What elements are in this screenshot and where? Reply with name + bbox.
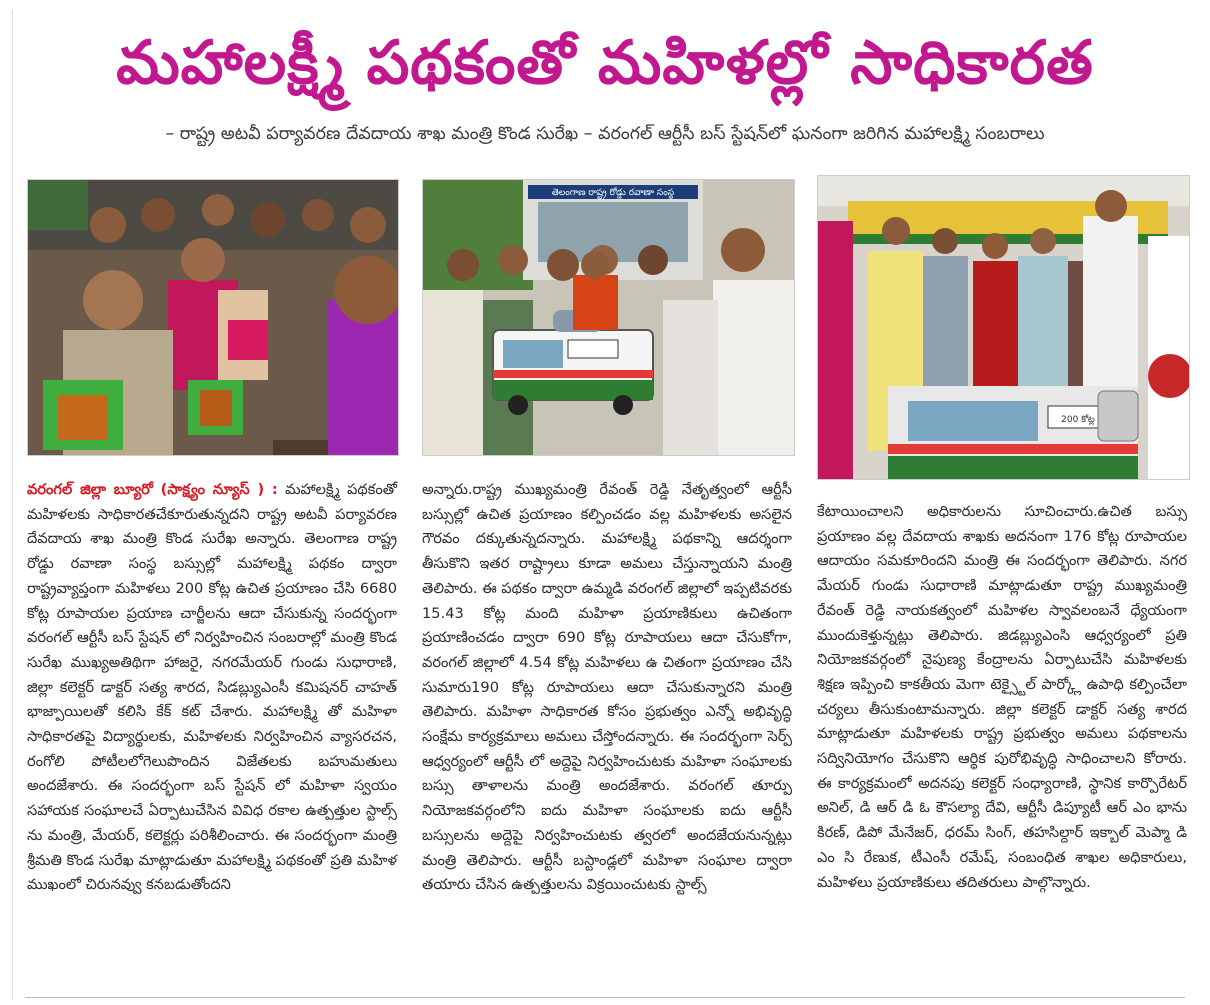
photo-bus-key-handover [422, 179, 795, 456]
article-column-2 [422, 478, 792, 898]
page-border [12, 10, 13, 1000]
article-column-3 [817, 500, 1187, 895]
article-byline: వరంగల్ జిల్లా బ్యూరో (సాక్ష్యం న్యూస్ ) : [27, 481, 278, 498]
article-column-1 [27, 478, 397, 898]
page-headline: మహాలక్ష్మీ పథకంతో మహిళల్లో సాధికారత [116, 28, 1094, 98]
bottom-divider [25, 997, 1185, 998]
bus-signboard-text: తెలంగాణ రాష్ట్ర రోడ్డు రవాణా సంస్థ [551, 188, 675, 198]
bus-cake-plate-text: 200 కోట్ల [1061, 415, 1095, 425]
article-column-3-text: కేటాయించాలని అధికారులను సూచించారు.ఉచిత బస్సు ప్రయాణం వల్ల దేవదాయ శాఖకు అదనంగా 176 కోట్ల రూపాయల ఆదాయం సమకూరిందని మంత్రి ఈ సందర్భంగా తెలిపారు. నగర మేయర్ గుండు సుధారాణి మాట్లాడుతూ రాష్ట్ర ముఖ్యమంత్రి రేవంత్ రెడ్డి నాయకత్వంలో మహిళల స్వావలంబనే ధ్యేయంగా ముందుకెళ్తున్నట్లు తెలిపారు. జిడబ్ల్యుఎంసి ఆధ్వర్యంలో ప్రతి నియోజకవర్గంలో నైపుణ్య కేంద్రాలను ఏర్పాటుచేసి మహిళలకు శిక్షణ ఇప్పించి కాకతీయ మెగా టెక్స్టైల్ పార్క్లో ఉపాధి కల్పించేలా చర్యలు తీసుకుంటామన్నారు. జిల్లా కలెక్టర్ డాక్టర్ సత్య శారద మాట్లాడుతూ మహిళలకు రాష్ట్ర ప్రభుత్వం అమలు పథకాలను సద్వినియోగం చేసుకొని ఆర్థిక పురోభివృద్ధి సాధించాలని కోరారు. ఈ కార్యక్రమంలో అదనపు కలెక్టర్ సంధ్యారాణి, స్థానిక కార్పొరేటర్ అనిల్, డి ఆర్ డి ఓ కౌసల్యా దేవి, ఆర్టీసీ డిప్యూటీ ఆర్ ఎం భాను కిరణ్, డిపో మేనేజర్, ధరమ్ సింగ్, తహసిల్దార్ ఇక్బాల్ మెప్మా డి ఎం సి రేణుక, టీఎంసీ రమేష్, సంబంధిత శాఖల అధికారులు, మహిళలు ప్రయాణికులు తదితరులు పాల్గొన్నారు. [817, 503, 1187, 891]
photo-gift-distribution [27, 179, 399, 456]
photo-cake-cutting [817, 175, 1190, 480]
article-column-1-text: మహాలక్ష్మి పథకంతో మహిళలకు సాధికారతచేకూరుతున్నదని రాష్ట్ర అటవీ పర్యావరణ దేవదాయ శాఖ మంత్రి కొండ సురేఖ అన్నారు. తెలంగాణ రాష్ట్ర రోడ్డు రవాణా సంస్థ బస్సుల్లో మహాలక్ష్మి పథకం ద్వారా రాష్ట్రవ్యాప్తంగా మహిళలు 200 కోట్ల ఉచిత ప్రయాణం చేసి 6680 కోట్ల రూపాయల ప్రయాణ చార్జీలను ఆదా చేసుకున్న సందర్భంగా వరంగల్ ఆర్టీసీ బస్ స్టేషన్ లో నిర్వహించిన సంబరాల్లో మంత్రి కొండ సురేఖ ముఖ్యఅతిథిగా హాజరై, నగరమేయర్ గుండు సుధారాణి, జిల్లా కలెక్టర్ డాక్టర్ సత్య శారద, సిడబ్ల్యుఎంసీ కమిషనర్ చాహత్ భాజ్పాయిలతో కలిసి కేక్ కట్ చేశారు. మహాలక్ష్మి తో మహిళా సాధికారతపై విద్యార్థులకు, మహిళలకు నిర్వహించిన వ్యాసరచన, రంగోలి పోటీలలోగెలుపొందిన విజేతలకు బహుమతులు అందజేశారు. ఈ సందర్భంగా బస్ స్టేషన్ లో మహిళా స్వయం సహాయక సంఘాలచే ఏర్పాటుచేసిన వివిధ రకాల ఉత్పత్తుల స్టాల్స్ ను మంత్రి, మేయర్, కలెక్టర్లు పరిశీలించారు. ఈ సందర్భంగా మంత్రి శ్రీమతి కొండ సురేఖ మాట్లాడుతూ మహాలక్ష్మి పథకంతో ప్రతి మహిళ ముఖంలో చిరునవ్వు కనబడుతోందని [27, 481, 397, 894]
article-column-2-text: అన్నారు.రాష్ట్ర ముఖ్యమంత్రి రేవంత్ రెడ్డి నేతృత్వంలో ఆర్టీసీ బస్సుల్లో ఉచిత ప్రయాణం కల్పించడం వల్ల మహిళలకు అసలైన గౌరవం దక్కుతున్నదన్నారు. మహాలక్ష్మి పథకాన్ని ఆదర్శంగా తీసుకొని ఇతర రాష్ట్రాలు కూడా అమలు చేస్తున్నాయని మంత్రి తెలిపారు. ఈ పథకం ద్వారా ఉమ్మడి వరంగల్ జిల్లాలో ఇప్పటివరకు 15.43 కోట్ల మంది మహిళా ప్రయాణికులు ఉచితంగా ప్రయాణించడం ద్వారా 690 కోట్ల రూపాయలు ఆదా చేసుకోగా, వరంగల్ జిల్లాలో 4.54 కోట్ల మహిళలు ఉ చితంగా ప్రయాణం చేసి సుమారు190 కోట్ల రూపాయలు ఆదా చేసుకున్నారని మంత్రి తెలిపారు. మహిళా సాధికారత కోసం ప్రభుత్వం ఎన్నో అభివృద్ధి సంక్షేమ కార్యక్రమాలు అమలు చేస్తోందన్నారు. ఈ సందర్భంగా సెర్ప్ ఆధ్వర్యంలో ఆర్టీసీ లో అద్దెపై నిర్వహించుటకు మహిళా సంఘాలకు బస్సు తాళాలను మంత్రి అందజేశారు. వరంగల్ తూర్పు నియోజకవర్గంలోని ఐదు మహిళా సంఘాలకు ఐదు ఆర్టీసీ బస్సులను అద్దెపై నిర్వహించుటకు త్వరలో అందజేయనున్నట్లు మంత్రి తెలిపారు. ఆర్టీసీ బస్టాండ్లలో మహిళా సంఘాల ద్వారా తయారు చేసిన ఉత్పత్తులను విక్రయించుటకు స్టాల్స్ [422, 481, 792, 894]
sub-headline: – రాష్ట్ర అటవీ పర్యావరణ దేవదాయ శాఖ మంత్రి కొండ సురేఖ – వరంగల్ ఆర్టీసీ బస్ స్టేషన్‌లో ఘనంగా జరిగిన మహాలక్ష్మి సంబరాలు [165, 124, 1045, 144]
